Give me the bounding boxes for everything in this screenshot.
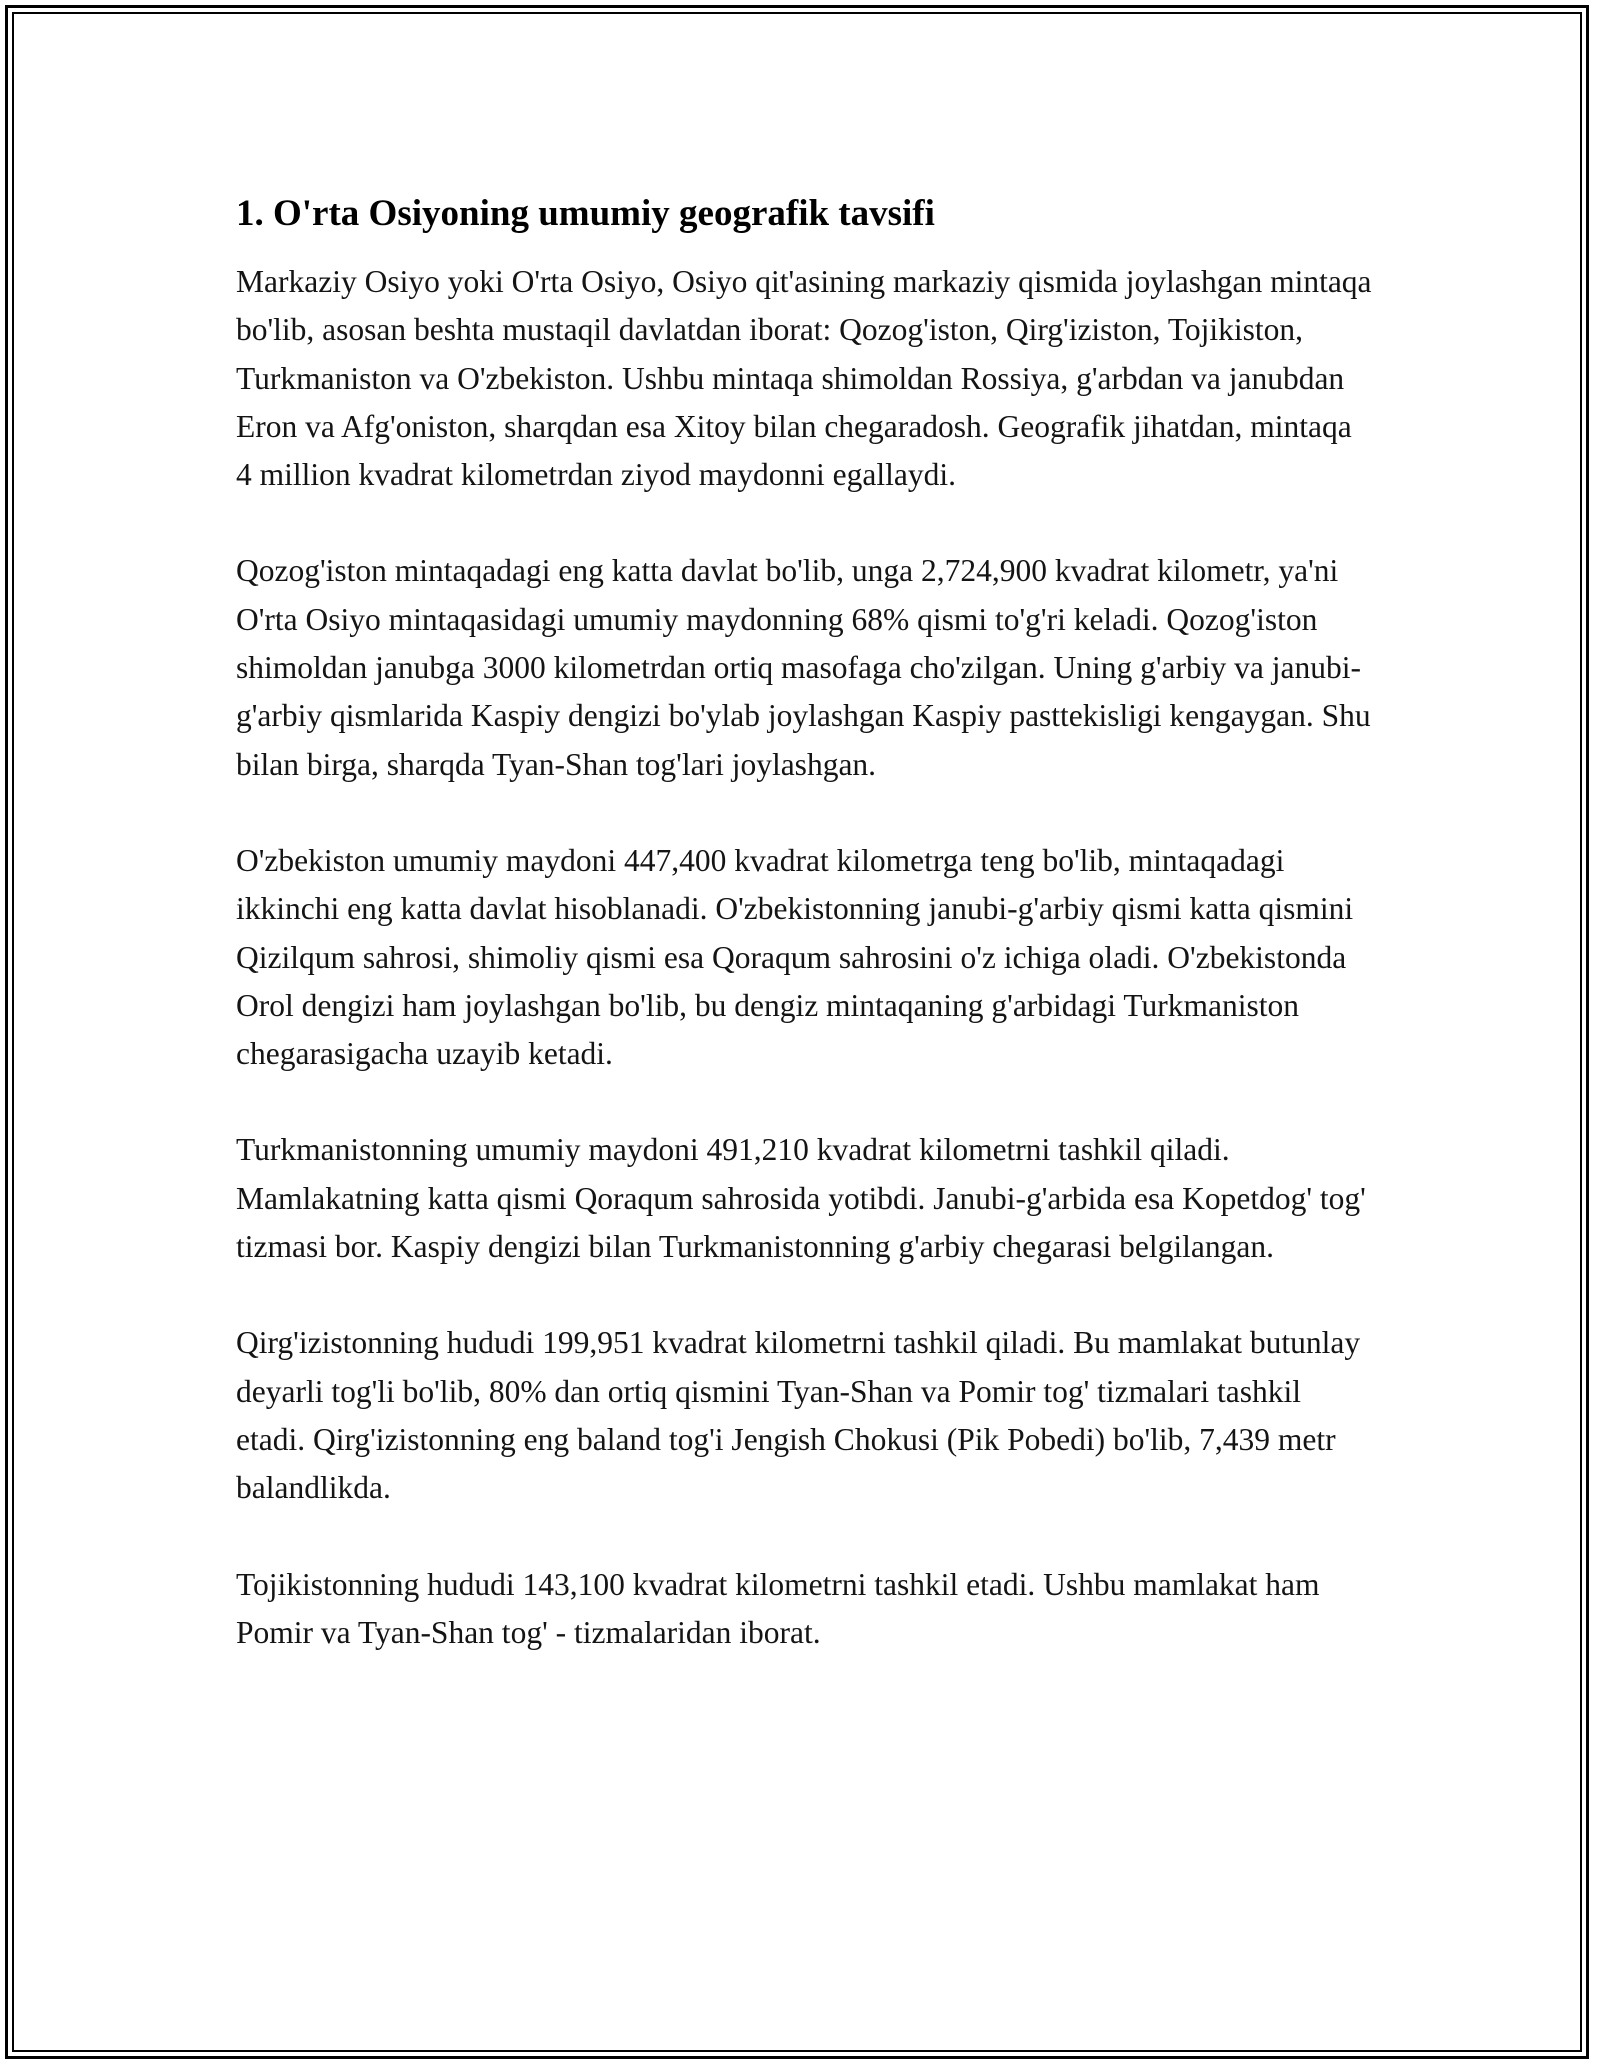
- paragraph-kyrgyzstan: Qirg'izistonning hududi 199,951 kvadrat kilometrni tashkil qiladi. Bu mamlakat butunlay deyarli tog'li bo'lib, 80% dan ortiq qismini Tyan-Shan va Pomir tog' tizmalari tashkil etadi. Qirg'izistonning eng baland tog'i Jengish Chokusi (Pik Pobedi) bo'lib, 7,439 metr balandlikda.: [236, 1325, 1361, 1506]
- paragraph-uzbekistan: O'zbekiston umumiy maydoni 447,400 kvadrat kilometrga teng bo'lib, mintaqadagi ikkinchi eng katta davlat hisoblanadi. O'zbekistonning janubi-g'arbiy qismi katta qismini Qizilqum sahrosi, shimoliy qismi esa Qoraqum sahrosini o'z ichiga oladi. O'zbekistonda Orol dengizi ham joylashgan bo'lib, bu dengiz mintaqaning g'arbidagi Turkmaniston chegarasigacha uzayib ketadi.: [236, 842, 1354, 1072]
- paragraph-tajikistan: Tojikistonning hududi 143,100 kvadrat kilometrni tashkil etadi. Ushbu mamlakat ham Pomir va Tyan-Shan tog' - tizmalaridan iborat.: [236, 1566, 1320, 1650]
- paragraph-turkmenistan: Turkmanistonning umumiy maydoni 491,210 kvadrat kilometrni tashkil qiladi. Mamlakatning katta qismi Qoraqum sahrosida yotibdi. Janubi-g'arbida esa Kopetdog' tog' tizmasi bor. Kaspiy dengizi bilan Turkmanistonning g'arbiy chegarasi belgilangan.: [236, 1132, 1366, 1265]
- paragraph-overview: Markaziy Osiyo yoki O'rta Osiyo, Osiyo qit'asining markaziy qismida joylashgan mintaqa bo'lib, asosan beshta mustaqil davlatdan iborat: Qozog'iston, Qirg'iziston, Tojikiston, Turkmaniston va O'zbekiston. Ushbu mintaqa shimoldan Rossiya, g'arbdan va janubdan Eron va Afg'oniston, sharqdan esa Xitoy bilan chegaradosh. Geografik jihatdan, mintaqa 4 million kvadrat kilometrdan ziyod maydonni egallaydi.: [236, 264, 1372, 493]
- section-title: 1. O'rta Osiyoning umumiy geografik tavsifi: [236, 193, 935, 234]
- paragraph-kazakhstan: Qozog'iston mintaqadagi eng katta davlat bo'lib, unga 2,724,900 kvadrat kilometr, ya'ni O'rta Osiyo mintaqasidagi umumiy maydonning 68% qismi to'g'ri keladi. Qozog'iston shimoldan janubga 3000 kilometrdan ortiq masofaga cho'zilgan. Uning g'arbiy va janubi-g'arbiy qismlarida Kaspiy dengizi bo'ylab joylashgan Kaspiy pasttekisligi kengaygan. Shu bilan birga, sharqda Tyan-Shan tog'lari joylashgan.: [236, 553, 1371, 782]
- document-body: [236, 188, 1372, 1705]
